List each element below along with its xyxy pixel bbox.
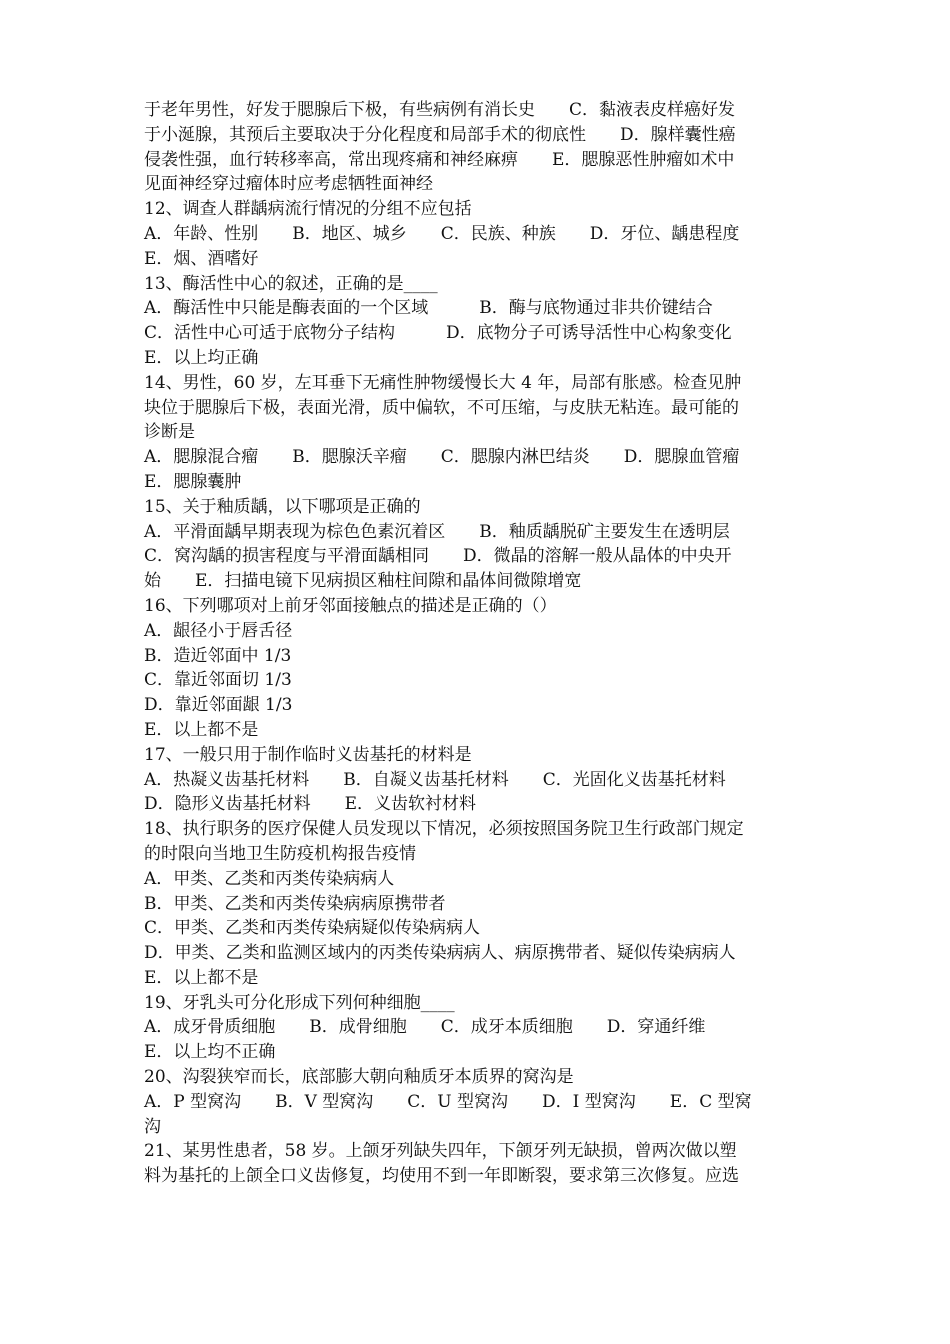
question-20-stem: 20、沟裂狭窄而长，底部膨大朝向釉质牙本质界的窝沟是: [144, 1067, 574, 1088]
question-18-stem: 的时限向当地卫生防疫机构报告疫情: [144, 843, 416, 864]
question-14-options: A．腮腺混合瘤 B．腮腺沃辛瘤 C．腮腺内淋巴结炎 D．腮腺血管瘤: [144, 447, 740, 468]
question-16-option: D．靠近邻面龈 1/3: [144, 695, 293, 716]
question-13-stem: 13、酶活性中心的叙述，正确的是____: [144, 273, 438, 294]
question-15-options: 始 E．扫描电镜下见病损区釉柱间隙和晶体间微隙增宽: [144, 571, 582, 592]
question-19-options: A．成牙骨质细胞 B．成骨细胞 C．成牙本质细胞 D．穿通纤维: [144, 1017, 706, 1038]
question-16-option: E．以上都不是: [144, 719, 259, 740]
question-17-stem: 17、一般只用于制作临时义齿基托的材料是: [144, 744, 472, 765]
question-16-stem: 16、下列哪项对上前牙邻面接触点的描述是正确的（）: [144, 595, 557, 616]
question-13-options: E．以上均正确: [144, 347, 259, 368]
question-15-options: C．窝沟龋的损害程度与平滑面龋相同 D．微晶的溶解一般从晶体的中央开: [144, 546, 732, 567]
question-19-stem: 19、牙乳头可分化形成下列何种细胞____: [144, 992, 455, 1013]
text-line: 侵袭性强，血行转移率高，常出现疼痛和神经麻痹 E．腮腺恶性肿瘤如术中: [144, 149, 735, 170]
question-13-options: A．酶活性中只能是酶表面的一个区域 B．酶与底物通过非共价键结合: [144, 298, 713, 319]
question-14-options: E．腮腺囊肿: [144, 471, 242, 492]
question-16-option: A．龈径小于唇舌径: [144, 620, 293, 641]
question-14-stem: 诊断是: [144, 422, 195, 443]
question-20-options: A．P 型窝沟 B．V 型窝沟 C．U 型窝沟 D．I 型窝沟 E．C 型窝: [144, 1091, 752, 1112]
question-19-options: E．以上均不正确: [144, 1042, 276, 1063]
question-18-option: E．以上都不是: [144, 967, 259, 988]
question-18-stem: 18、执行职务的医疗保健人员发现以下情况，必须按照国务院卫生行政部门规定: [144, 819, 744, 840]
question-14-stem: 块位于腮腺后下极，表面光滑，质中偏软，不可压缩，与皮肤无粘连。最可能的: [144, 397, 739, 418]
question-16-option: C．靠近邻面切 1/3: [144, 670, 292, 691]
question-17-options: A．热凝义齿基托材料 B．自凝义齿基托材料 C．光固化义齿基托材料: [144, 769, 726, 790]
document-body: [144, 98, 814, 1189]
question-12-options: A．年龄、性别 B．地区、城乡 C．民族、种族 D．牙位、龋患程度: [144, 223, 740, 244]
text-line: 见面神经穿过瘤体时应考虑牺牲面神经: [144, 174, 433, 195]
question-20-options: 沟: [144, 1116, 161, 1137]
question-17-options: D．隐形义齿基托材料 E．义齿软衬材料: [144, 794, 477, 815]
question-18-option: D．甲类、乙类和监测区域内的丙类传染病病人、病原携带者、疑似传染病病人: [144, 943, 736, 964]
text-line: 于老年男性，好发于腮腺后下极，有些病例有消长史 C．黏液表皮样癌好发: [144, 100, 736, 120]
question-18-option: C．甲类、乙类和丙类传染病疑似传染病病人: [144, 918, 481, 939]
question-12-options: E．烟、酒嗜好: [144, 248, 259, 269]
question-13-options: C．活性中心可适于底物分子结构 D．底物分子可诱导活性中心构象变化: [144, 323, 732, 344]
question-14-stem: 14、男性，60 岁，左耳垂下无痛性肿物缓慢长大 4 年，局部有胀感。检查见肿: [144, 372, 742, 393]
question-15-options: A．平滑面龋早期表现为棕色色素沉着区 B．釉质龋脱矿主要发生在透明层: [144, 521, 730, 542]
question-21-stem: 21、某男性患者，58 岁。上颌牙列缺失四年，下颌牙列无缺损，曾两次做以塑: [144, 1141, 737, 1162]
question-21-stem: 料为基托的上颌全口义齿修复，均使用不到一年即断裂，要求第三次修复。应选: [144, 1166, 739, 1187]
text-line: 于小涎腺，其预后主要取决于分化程度和局部手术的彻底性 D．腺样囊性癌: [144, 124, 736, 145]
question-15-stem: 15、关于釉质龋，以下哪项是正确的: [144, 496, 421, 517]
question-16-option: B．造近邻面中 1/3: [144, 645, 292, 666]
question-18-option: A．甲类、乙类和丙类传染病病人: [144, 868, 395, 889]
question-18-option: B．甲类、乙类和丙类传染病病原携带者: [144, 893, 446, 914]
question-12-stem: 12、调查人群龋病流行情况的分组不应包括: [144, 199, 472, 220]
